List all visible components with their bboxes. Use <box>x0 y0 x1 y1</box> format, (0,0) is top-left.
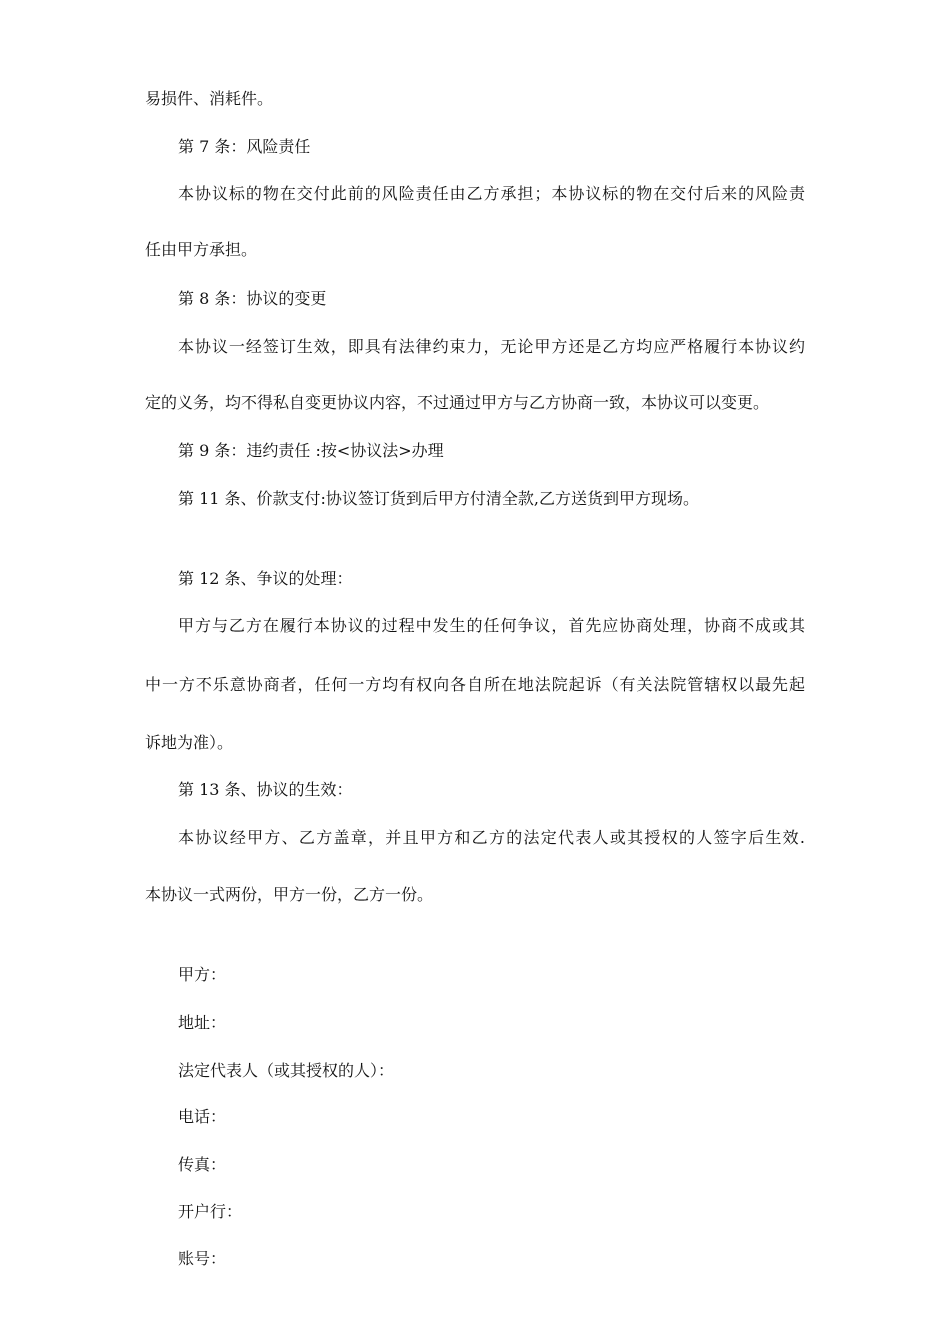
clause-7-body-line-1: 本协议标的物在交付此前的风险责任由乙方承担；本协议标的物在交付后来的风险责 <box>178 184 805 203</box>
account-number-field: 账号： <box>178 1249 227 1268</box>
clause-6-continuation: 易损件、消耗件。 <box>145 89 274 108</box>
clause-7-body-line-2: 任由甲方承担。 <box>145 240 258 259</box>
clause-7-heading: 第 7 条：风险责任 <box>178 137 311 156</box>
phone-field: 电话： <box>178 1107 227 1126</box>
clause-12-body-line-3: 诉地为准）。 <box>145 733 234 752</box>
clause-11-heading: 第 11 条、价款支付:协议签订货到后甲方付清全款,乙方送货到甲方现场。 <box>178 489 700 508</box>
clause-13-body-line-1: 本协议经甲方、乙方盖章，并且甲方和乙方的法定代表人或其授权的人签字后生效. <box>178 828 805 847</box>
clause-12-body-line-1: 甲方与乙方在履行本协议的过程中发生的任何争议，首先应协商处理，协商不成或其 <box>178 616 805 635</box>
clause-13-heading: 第 13 条、协议的生效： <box>178 780 353 799</box>
bank-field: 开户行： <box>178 1202 243 1221</box>
clause-8-body-line-1: 本协议一经签订生效，即具有法律约束力，无论甲方还是乙方均应严格履行本协议约 <box>178 337 805 356</box>
clause-12-heading: 第 12 条、争议的处理： <box>178 569 353 588</box>
clause-8-body-line-2: 定的义务，均不得私自变更协议内容，不过通过甲方与乙方协商一致，本协议可以变更。 <box>145 393 770 412</box>
party-a-field: 甲方： <box>178 965 227 984</box>
address-field: 地址： <box>178 1013 227 1032</box>
legal-representative-field: 法定代表人（或其授权的人）： <box>178 1061 395 1080</box>
clause-12-body-line-2: 中一方不乐意协商者，任何一方均有权向各自所在地法院起诉（有关法院管辖权以最先起 <box>145 675 805 694</box>
clause-8-heading: 第 8 条：协议的变更 <box>178 289 327 308</box>
clause-13-body-line-2: 本协议一式两份，甲方一份，乙方一份。 <box>145 885 434 904</box>
clause-9-heading: 第 9 条：违约责任 :按<协议法>办理 <box>178 441 444 460</box>
fax-field: 传真： <box>178 1155 227 1174</box>
